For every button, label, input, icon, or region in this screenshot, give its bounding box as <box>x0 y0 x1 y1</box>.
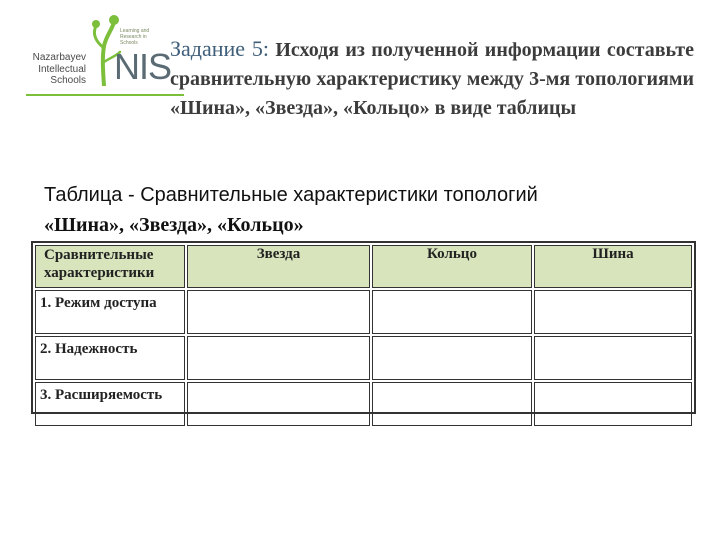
task-text <box>170 34 694 123</box>
table-cell <box>534 382 692 426</box>
header-cell: Звезда <box>187 245 370 288</box>
task-body: Исходя из полученной информации составьте сравнительную характеристику между 3-мя топологиями «Шина», «Звезда», «Кольцо» в виде таблицы <box>170 39 695 119</box>
table-caption <box>44 180 644 240</box>
logo-tagline: Learning and Research in Schools <box>120 28 150 46</box>
row-label: 1. Режим доступа <box>35 290 185 334</box>
row-label: 2. Надежность <box>35 336 185 380</box>
task-label: Задание 5: <box>170 36 269 61</box>
logo-brand: NIS <box>114 46 172 87</box>
table-cell <box>187 290 370 334</box>
caption-line-2: «Шина», «Звезда», «Кольцо» <box>44 214 304 236</box>
table-cell <box>372 382 532 426</box>
table-cell <box>187 336 370 380</box>
table-cell <box>372 336 532 380</box>
table-row <box>35 336 692 380</box>
caption-line-1: Таблица - Сравнительные характеристики топологий <box>44 184 538 206</box>
table-row <box>35 382 692 426</box>
comparison-table <box>31 241 696 414</box>
header-cell: Шина <box>534 245 692 288</box>
logo-underline <box>26 94 184 96</box>
row-label: 3. Расширяемость <box>35 382 185 426</box>
nis-logo <box>22 12 172 92</box>
table-cell <box>534 290 692 334</box>
table-cell <box>372 290 532 334</box>
table-header-row <box>35 245 692 288</box>
table-cell <box>187 382 370 426</box>
logo-school-name: Nazarbayev Intellectual Schools <box>32 52 86 86</box>
table-cell <box>534 336 692 380</box>
header-cell: Кольцо <box>372 245 532 288</box>
table-row <box>35 290 692 334</box>
header-cell: Сравнительные характеристики <box>35 245 185 288</box>
